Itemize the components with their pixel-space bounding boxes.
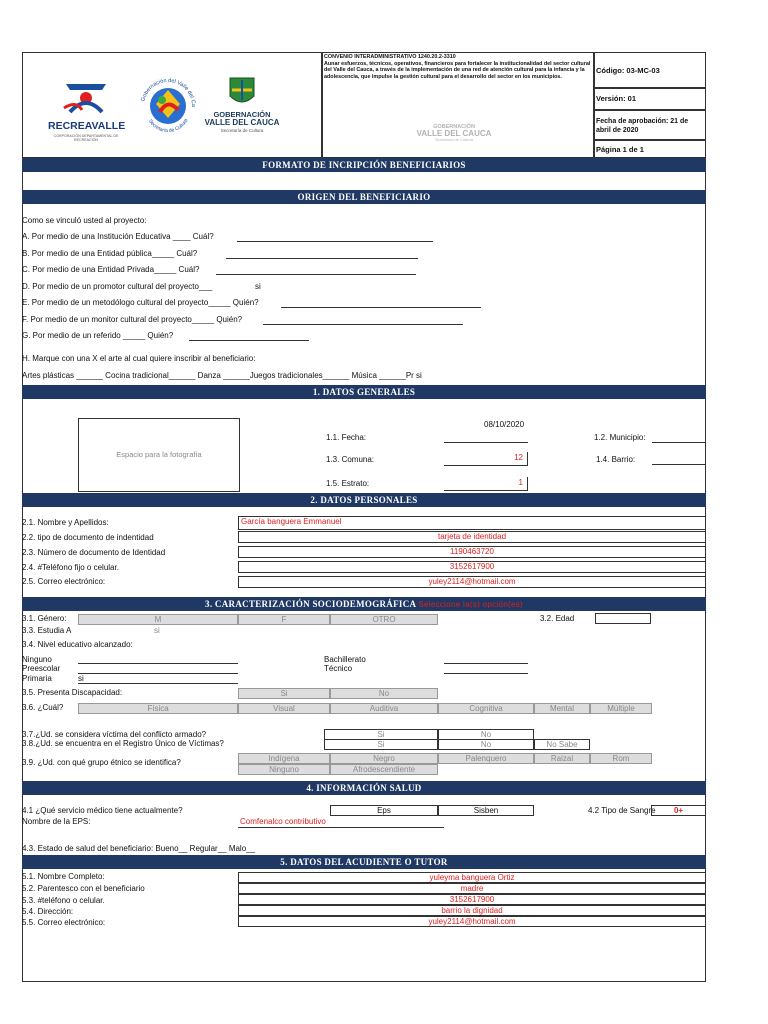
origen-c: C. Por medio de una Entidad Privada_____ Cuál? <box>22 265 200 274</box>
discapacidad-label: 3.5. Presenta Discapacidad: <box>22 688 123 697</box>
num-doc-field[interactable] <box>238 546 706 558</box>
municipio-line[interactable] <box>652 442 706 443</box>
recreavalle-emblem-icon <box>48 78 124 118</box>
nivel-primaria-line[interactable] <box>78 683 238 684</box>
acudiente-telefono-value: 3152617900 <box>449 895 495 904</box>
band-salud: 4. INFORMACIÓN SALUD <box>22 781 706 795</box>
origen-d: D. Por medio de un promotor cultural del proyecto___ <box>22 282 213 291</box>
convenio-block <box>324 54 592 80</box>
origen-g: G. Por medio de un referido _____ Quién? <box>22 331 174 340</box>
gobernacion-faded-logo: GOBERNACIÓN VALLE DEL CAUCA Secretaría de Cultura <box>416 124 492 142</box>
acudiente-nombre-field[interactable] <box>238 872 706 883</box>
estrato-value: 1 <box>518 478 523 487</box>
nivel-ninguno-label: Ninguno <box>22 655 52 664</box>
photo-box[interactable] <box>78 418 240 492</box>
acudiente-parentesco-field[interactable] <box>238 883 706 894</box>
origen-f: F. Por medio de un monitor cultural del proyecto_____ Quién? <box>22 315 243 324</box>
victima-no-option[interactable]: No <box>438 729 534 740</box>
gobernacion-line1: GOBERNACIÓN <box>213 110 271 119</box>
nivel-preescolar-line[interactable] <box>78 673 238 674</box>
band-origen: ORIGEN DEL BENEFICIARIO <box>22 190 706 204</box>
acudiente-direccion-field[interactable] <box>238 905 706 916</box>
acudiente-telefono-field[interactable] <box>238 894 706 905</box>
band-generales: 1. DATOS GENERALES <box>22 385 706 399</box>
pagina-text: Página 1 de 1 <box>596 145 644 154</box>
nivel-tecnico-line[interactable] <box>444 673 528 674</box>
band-socio-title: 3. CARACTERIZACIÓN SOCIODEMOGRÁFICA <box>205 599 416 609</box>
nombre-eps-label: Nombre de la EPS: <box>22 817 91 826</box>
cultura-logo <box>136 74 200 138</box>
origen-question: Como se vinculó usted al proyecto: <box>22 216 147 225</box>
nivel-tecnico-label: Técnico <box>324 664 353 673</box>
municipio-label: 1.2. Municipio: <box>594 433 646 442</box>
etnico-negro-option[interactable]: Negro <box>330 753 438 764</box>
nivel-bachillerato-label: Bachillerato <box>324 655 366 664</box>
edad-label: 3.2. Edad <box>540 614 575 623</box>
acudiente-direccion-label: 5.4. Dirección: <box>22 907 74 916</box>
acudiente-parentesco-label: 5.2. Parentesco con el beneficiario <box>22 884 145 893</box>
estudia-value: si <box>154 626 160 635</box>
telefono-value: 3152617900 <box>449 562 495 571</box>
band-formato: FORMATO DE INCRIPCIÓN BENEFICIARIOS <box>22 158 706 172</box>
origen-b: B. Por medio de una Entidad pública_____ Cuál? <box>22 249 198 258</box>
servicio-label: 4.1 ¿Qué servicio médico tiene actualmente? <box>22 806 183 815</box>
victima-label: 3.7.¿Ud. se considera víctima del conflicto armado? <box>22 730 207 739</box>
acudiente-nombre-value: yuleyma banguera Ortiz <box>429 873 515 882</box>
fecha-value: 08/10/2020 <box>484 420 525 429</box>
etnico-raizal-option[interactable]: Raizal <box>534 753 590 764</box>
acudiente-parentesco-value: madre <box>460 884 484 893</box>
barrio-line[interactable] <box>652 464 706 465</box>
acudiente-nombre-label: 5.1. Nombre Completo: <box>22 872 105 881</box>
acudiente-correo-field[interactable] <box>238 916 706 927</box>
cual-cognitiva-option[interactable]: Cognitiva <box>438 703 534 714</box>
origen-a-line[interactable] <box>237 241 433 242</box>
genero-m-option[interactable]: M <box>78 614 238 625</box>
nombre-label: 2.1. Nombre y Apellidos: <box>22 518 109 527</box>
genero-f-option[interactable]: F <box>238 614 330 625</box>
origen-b-line[interactable] <box>226 258 418 259</box>
origen-c-line[interactable] <box>216 274 416 275</box>
telefono-field[interactable] <box>238 561 706 573</box>
estudia-label: 3.3. Estudia A <box>22 626 72 635</box>
registro-no-option[interactable]: No <box>438 739 534 750</box>
nombre-value: García banguera Emmanuel <box>241 517 342 526</box>
tipo-doc-value: tarjeta de identidad <box>437 532 507 541</box>
genero-otro-option[interactable]: OTRO <box>330 614 438 625</box>
correo-label: 2.5. Correo electrónico: <box>22 577 106 586</box>
estrato-label: 1.5. Estrato: <box>326 479 370 488</box>
cual-multiple-option[interactable]: Múltiple <box>590 703 652 714</box>
origen-d-value: si <box>255 282 261 291</box>
origen-g-line[interactable] <box>189 340 309 341</box>
nombre-field[interactable] <box>238 516 706 530</box>
estrato-field[interactable] <box>444 477 528 491</box>
nivel-label: 3.4. Nivel educativo alcanzado: <box>22 640 133 649</box>
acudiente-correo-label: 5.5. Correo electrónico: <box>22 918 106 927</box>
tipo-doc-field[interactable] <box>238 531 706 543</box>
svg-text:Secretaría de Cultura: Secretaría de Cultura <box>146 117 190 135</box>
cual-mental-option[interactable]: Mental <box>534 703 590 714</box>
salud-eps-option[interactable]: Eps <box>330 805 438 816</box>
band-socio <box>22 597 706 611</box>
origen-h: H. Marque con una X el arte al cual quiere inscribir al beneficiario: <box>22 354 256 363</box>
band-personales: 2. DATOS PERSONALES <box>22 493 706 507</box>
recreavalle-wordmark: RECREAVALLE <box>48 120 126 132</box>
correo-value: yuley2114@hotmail.com <box>428 577 516 586</box>
gobernacion-line2: VALLE DEL CAUCA <box>204 118 280 127</box>
nombre-eps-line[interactable] <box>238 827 444 828</box>
origen-f-line[interactable] <box>263 324 463 325</box>
recreavalle-subtitle: CORPORACIÓN DEPARTAMENTAL DE RECREACIÓN <box>53 134 119 142</box>
version-text: Versión: 01 <box>596 94 637 103</box>
nivel-preescolar-label: Preescolar <box>22 664 61 673</box>
comuna-label: 1.3. Comuna: <box>326 455 375 464</box>
acudiente-telefono-label: 5.3. #teléfono o celular. <box>22 896 105 905</box>
telefono-label: 2.4. #Teléfono fijo o celular. <box>22 563 119 572</box>
discapacidad-si-option[interactable]: Si <box>238 688 330 699</box>
origen-e-line[interactable] <box>281 307 481 308</box>
registro-label: 3.8.¿Ud. se encuentra en el Registro Único de Víctimas? <box>22 739 224 748</box>
convenio-description: Aunar esfuerzos, técnicos, operativos, financieros para fortalecer la institucionalidad del sector cultural del Valle del Cauca, a través de la implementación de una red de atención cultural para la infancia y la adolescencia, que impulse la gestión cultural para el desarrollo del sector en los municipios. <box>324 60 591 80</box>
barrio-label: 1.4. Barrio: <box>596 455 636 464</box>
nivel-bachillerato-line[interactable] <box>444 663 528 664</box>
num-doc-value: 1190463720 <box>450 547 494 556</box>
num-doc-label: 2.3. Número de documento de Identidad <box>22 548 166 557</box>
band-acudiente: 5. DATOS DEL ACUDIENTE O TUTOR <box>22 855 706 869</box>
sangre-field[interactable] <box>651 805 706 816</box>
sangre-value: 0+ <box>673 806 684 815</box>
victima-si-option[interactable]: Si <box>324 729 438 740</box>
acudiente-direccion-value: barrio la dignidad <box>441 906 503 915</box>
comuna-value: 12 <box>514 453 523 462</box>
acudiente-correo-value: yuley2114@hotmail.com <box>428 917 516 926</box>
correo-field[interactable] <box>238 576 706 588</box>
nivel-ninguno-line[interactable] <box>78 663 238 664</box>
codigo-text: Código: 03-MC-03 <box>596 66 660 75</box>
tipo-doc-label: 2.2. tipo de documento de indentidad <box>22 533 154 542</box>
registro-si-option[interactable]: Si <box>324 739 438 750</box>
origen-a: A. Por medio de una Institución Educativa ____ Cuál? <box>22 232 214 241</box>
gobernacion-line3: Secretaría de Cultura <box>220 128 264 133</box>
recreavalle-logo <box>48 78 124 144</box>
nivel-primaria-value: si <box>78 674 84 683</box>
etnico-rom-option[interactable]: Rom <box>590 753 652 764</box>
cual-fisica-option[interactable]: Física <box>78 703 238 714</box>
estado-salud-label: 4.3. Estado de salud del beneficiario: Bueno__ Regular__ Malo__ <box>22 844 256 853</box>
etnico-afro-option[interactable]: Afrodescendiente <box>330 764 438 775</box>
gobernacion-logo <box>202 74 282 138</box>
nombre-eps-value: Comfenalco contributivo <box>240 817 326 826</box>
etnico-ninguno-option[interactable]: Ninguno <box>238 764 330 775</box>
convenio-title: CONVENIO INTERADMINISTRATIVO 1240.20.2-3310 <box>324 54 456 60</box>
cual-label: 3.6. ¿Cuál? <box>22 703 64 712</box>
gobernacion-shield-icon <box>202 74 282 110</box>
photo-placeholder: Espacio para la fotografía <box>116 450 202 459</box>
origen-e: E. Por medio de un metodólogo cultural del proyecto_____ Quién? <box>22 298 259 307</box>
genero-label: 3.1. Género: <box>22 614 67 623</box>
registro-nosabe-option[interactable]: No Sabe <box>534 739 590 750</box>
etnico-palenquero-option[interactable]: Palenquero <box>438 753 534 764</box>
comuna-field[interactable] <box>444 452 528 466</box>
cultura-seal-icon <box>136 74 200 138</box>
cual-auditiva-option[interactable]: Auditiva <box>330 703 438 714</box>
etnico-indigena-option[interactable]: Indígena <box>238 753 330 764</box>
svg-text:Gobernación del Valle del Cauc: Gobernación del Valle del Ca <box>140 77 197 107</box>
band-socio-note: Seleccione la(s) opción(es) <box>418 600 523 609</box>
sangre-label: 4.2 Tipo de Sangre <box>588 806 656 815</box>
cual-visual-option[interactable]: Visual <box>238 703 330 714</box>
edad-field[interactable] <box>595 613 651 624</box>
nivel-primaria-label: Primaria <box>22 674 52 683</box>
discapacidad-no-option[interactable]: No <box>330 688 438 699</box>
etnico-label: 3.9. ¿Ud. con qué grupo étnico se identifica? <box>22 758 181 767</box>
fecha-line[interactable] <box>444 442 528 443</box>
salud-sisben-option[interactable]: Sisben <box>438 805 534 816</box>
fecha-label: 1.1. Fecha: <box>326 433 367 442</box>
fecha-aprobacion-text: Fecha de aprobación: 21 de abril de 2020 <box>596 118 689 134</box>
origen-artes: Artes plásticas ______ Cocina tradicional______ Danza ______Juegos tradicionales______ Música ______Pr si <box>22 371 422 380</box>
